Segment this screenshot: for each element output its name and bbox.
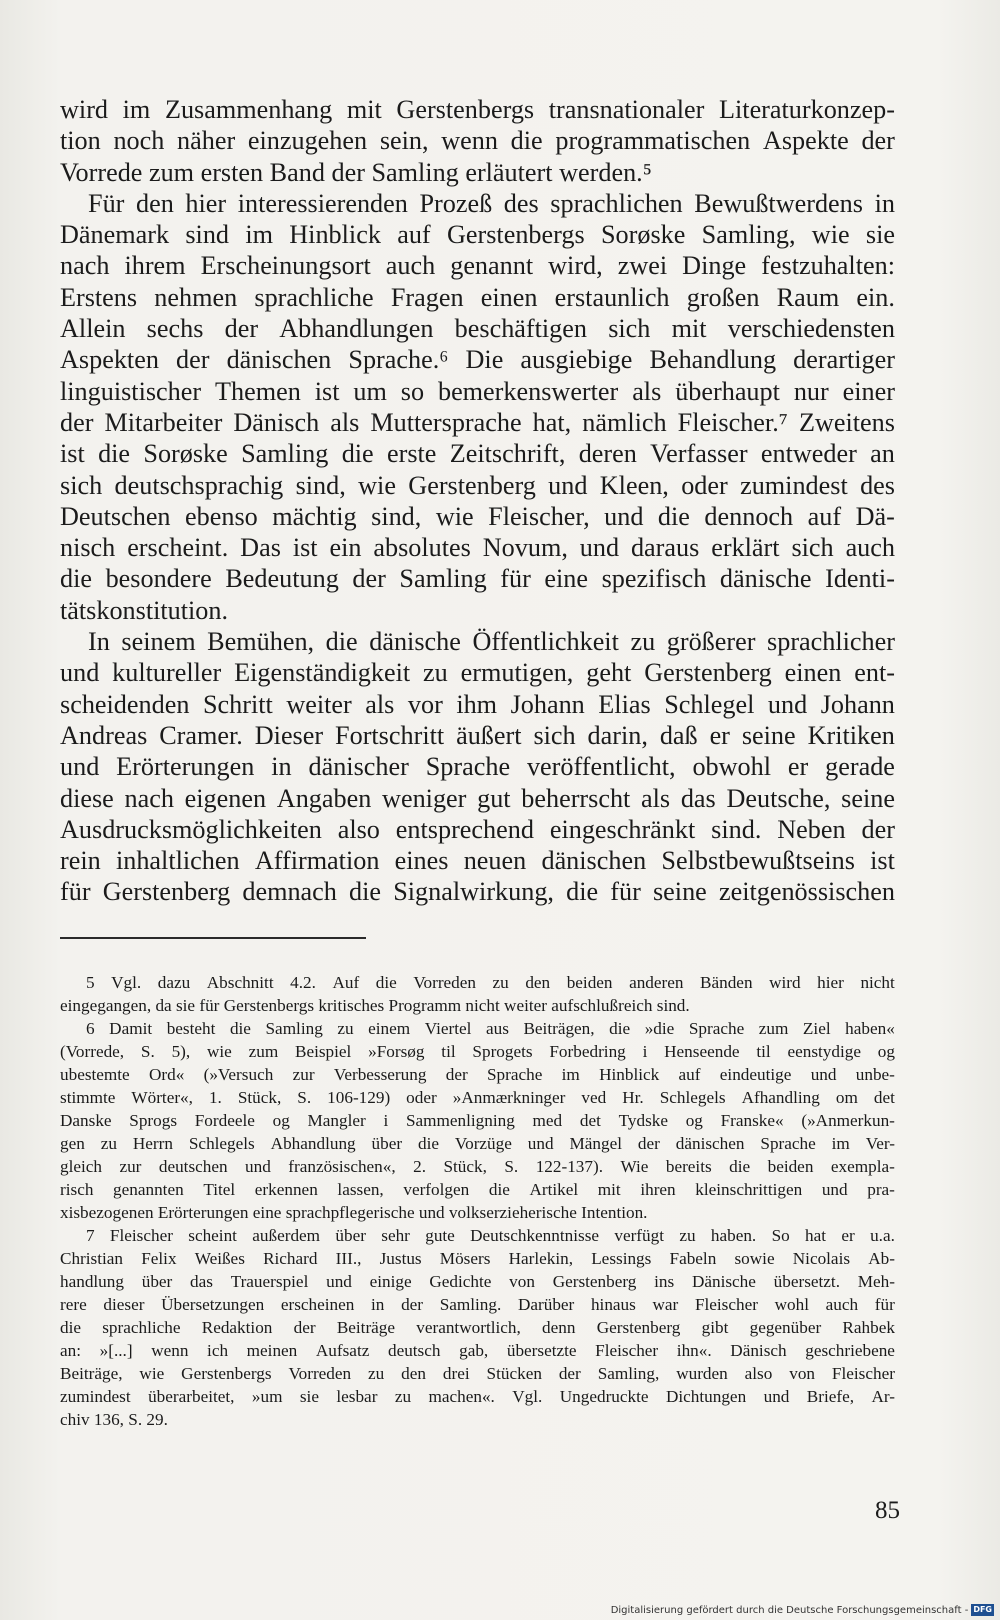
text-line: Für den hier interessierenden Prozeß des sprachlichen Bewußtwerdens in xyxy=(88,188,895,218)
digitization-credit xyxy=(611,1604,994,1616)
footnote-line: Danske Sprogs Fordeele og Mangler i Sammenligning med det Tydske og Franske« (»Anmerkun- xyxy=(60,1111,895,1130)
footnote-line: zumindest überarbeitet, »um sie lesbar zu machen«. Vgl. Ungedruckte Dichtungen und Briefe, Ar- xyxy=(60,1387,895,1406)
footnote-separator xyxy=(60,937,366,939)
text-line: Andreas Cramer. Dieser Fortschritt äußert sich darin, daß er seine Kritiken xyxy=(60,720,895,750)
text-line: tion noch näher einzugehen sein, wenn die programmatischen Aspekte der xyxy=(60,126,895,156)
text-line: für Gerstenberg demnach die Signalwirkung, die für seine zeitgenössischen xyxy=(60,877,895,907)
footnote-line: handlung über das Trauerspiel und einige Gedichte von Gerstenberg ins Dänische übersetzt. Meh- xyxy=(60,1272,895,1291)
footnote-line: risch genannten Titel erkennen lassen, verfolgen die Artikel mit ihren kleinschrittigen und pra- xyxy=(60,1180,895,1199)
footnote-line: 6 Damit besteht die Samling zu einem Viertel aus Beiträgen, die »die Sprache zum Ziel haben« xyxy=(86,1019,895,1038)
text-line: scheidenden Schritt weiter als vor ihm Johann Elias Schlegel und Johann xyxy=(60,689,895,719)
footnote-line: 7 Fleischer scheint außerdem über sehr gute Deutschkenntnisse verfügt zu haben. So hat er u.a. xyxy=(86,1226,895,1245)
text-line: und Erörterungen in dänischer Sprache veröffentlicht, obwohl er gerade xyxy=(60,752,895,782)
text-line: Aspekten der dänischen Sprache.⁶ Die ausgiebige Behandlung derartiger xyxy=(60,345,895,375)
text-line: sich deutschsprachig sind, wie Gerstenberg und Kleen, oder zumindest des xyxy=(60,470,895,500)
footnote-line: die sprachliche Redaktion der Beiträge verantwortlich, denn Gerstenberg gibt gegenüber Rahbek xyxy=(60,1318,895,1337)
footnote-line: stimmte Wörter«, 1. Stück, S. 106-129) oder »Anmærkninger ved Hr. Schlegels Afhandling om det xyxy=(60,1088,895,1107)
credit-text: Digitalisierung gefördert durch die Deutsche Forschungsgemeinschaft - xyxy=(610,1604,969,1616)
text-line: der Mitarbeiter Dänisch als Muttersprache hat, nämlich Fleischer.⁷ Zweitens xyxy=(60,407,895,437)
dfg-logo-icon: DFG xyxy=(973,1605,992,1614)
footnote-line: 5 Vgl. dazu Abschnitt 4.2. Auf die Vorreden zu den beiden anderen Bänden wird hier nicht xyxy=(86,973,895,992)
text-line: nisch erscheint. Das ist ein absolutes Novum, und daraus erklärt sich auch xyxy=(60,533,895,563)
body-text xyxy=(60,94,895,908)
text-line: linguistischer Themen ist um so bemerkenswerter als überhaupt nur einer xyxy=(60,376,895,406)
footnote-line: gen zu Herrn Schlegels Abhandlung über die Vorzüge und Mängel der dänischen Sprache im Ver- xyxy=(60,1134,895,1153)
page-number: 85 xyxy=(875,1497,900,1524)
text-line: ist die Sorøske Samling die erste Zeitschrift, deren Verfasser entweder an xyxy=(60,439,895,469)
text-line: In seinem Bemühen, die dänische Öffentlichkeit zu größerer sprachlicher xyxy=(88,627,895,657)
text-line: Erstens nehmen sprachliche Fragen einen erstaunlich großen Raum ein. xyxy=(60,282,895,312)
footnote-line: chiv 136, S. 29. xyxy=(60,1410,168,1429)
footnote-line: an: »[...] wenn ich meinen Aufsatz deutsch gab, übersetzte Fleischer ihn«. Dänisch geschriebene xyxy=(60,1341,895,1360)
text-line: diese nach eigenen Angaben weniger gut beherrscht als das Deutsche, seine xyxy=(60,783,895,813)
footnote-line: xisbezogenen Erörterungen eine sprachpflegerische und volkserzieherische Intention. xyxy=(60,1203,648,1222)
footnote-line: gleich zur deutschen und französischen«, 2. Stück, S. 122-137). Wie bereits die beiden exempla- xyxy=(60,1157,895,1176)
text-line: die besondere Bedeutung der Samling für eine spezifisch dänische Identi- xyxy=(60,564,895,594)
text-line: Deutschen ebenso mächtig sind, wie Fleischer, und die dennoch auf Dä- xyxy=(60,501,895,531)
text-line: Ausdrucksmöglichkeiten also entsprechend eingeschränkt sind. Neben der xyxy=(60,814,895,844)
text-line: Dänemark sind im Hinblick auf Gerstenbergs Sorøske Samling, wie sie xyxy=(60,220,895,250)
footnote-line: rere dieser Übersetzungen erscheinen in der Samling. Darüber hinaus war Fleischer wohl auch für xyxy=(60,1295,895,1314)
footnote-line: ubestemte Ord« (»Versuch zur Verbesserung der Sprache im Hinblick auf eindeutige und unbe- xyxy=(60,1065,895,1084)
text-line: und kultureller Eigenständigkeit zu ermutigen, geht Gerstenberg einen ent- xyxy=(60,658,895,688)
text-line: nach ihrem Erscheinungsort auch genannt wird, zwei Dinge festzuhalten: xyxy=(60,251,895,281)
footnote-line: Christian Felix Weißes Richard III., Justus Mösers Harlekin, Lessings Fabeln sowie Nicolais Ab- xyxy=(60,1249,895,1268)
text-line: wird im Zusammenhang mit Gerstenbergs transnationaler Literaturkonzep- xyxy=(60,95,895,124)
text-line: tätskonstitution. xyxy=(60,595,229,625)
text-line: Vorrede zum ersten Band der Samling erläutert werden.⁵ xyxy=(60,157,652,187)
footnote-line: (Vorrede, S. 5), wie zum Beispiel »Forsøg til Sprogets Forbedring i Henseende til eenstydige og xyxy=(60,1042,895,1061)
text-line: rein inhaltlichen Affirmation eines neuen dänischen Selbstbewußtseins ist xyxy=(60,846,895,876)
footnotes xyxy=(60,971,895,1431)
text-line: Allein sechs der Abhandlungen beschäftigen sich mit verschiedensten xyxy=(60,314,895,344)
footnote-line: eingegangen, da sie für Gerstenbergs kritisches Programm nicht weiter aufschlußreich sind. xyxy=(60,996,690,1015)
footnote-line: Beiträge, wie Gerstenbergs Vorreden zu den drei Stücken der Samling, wurden also von Fleischer xyxy=(60,1364,895,1383)
